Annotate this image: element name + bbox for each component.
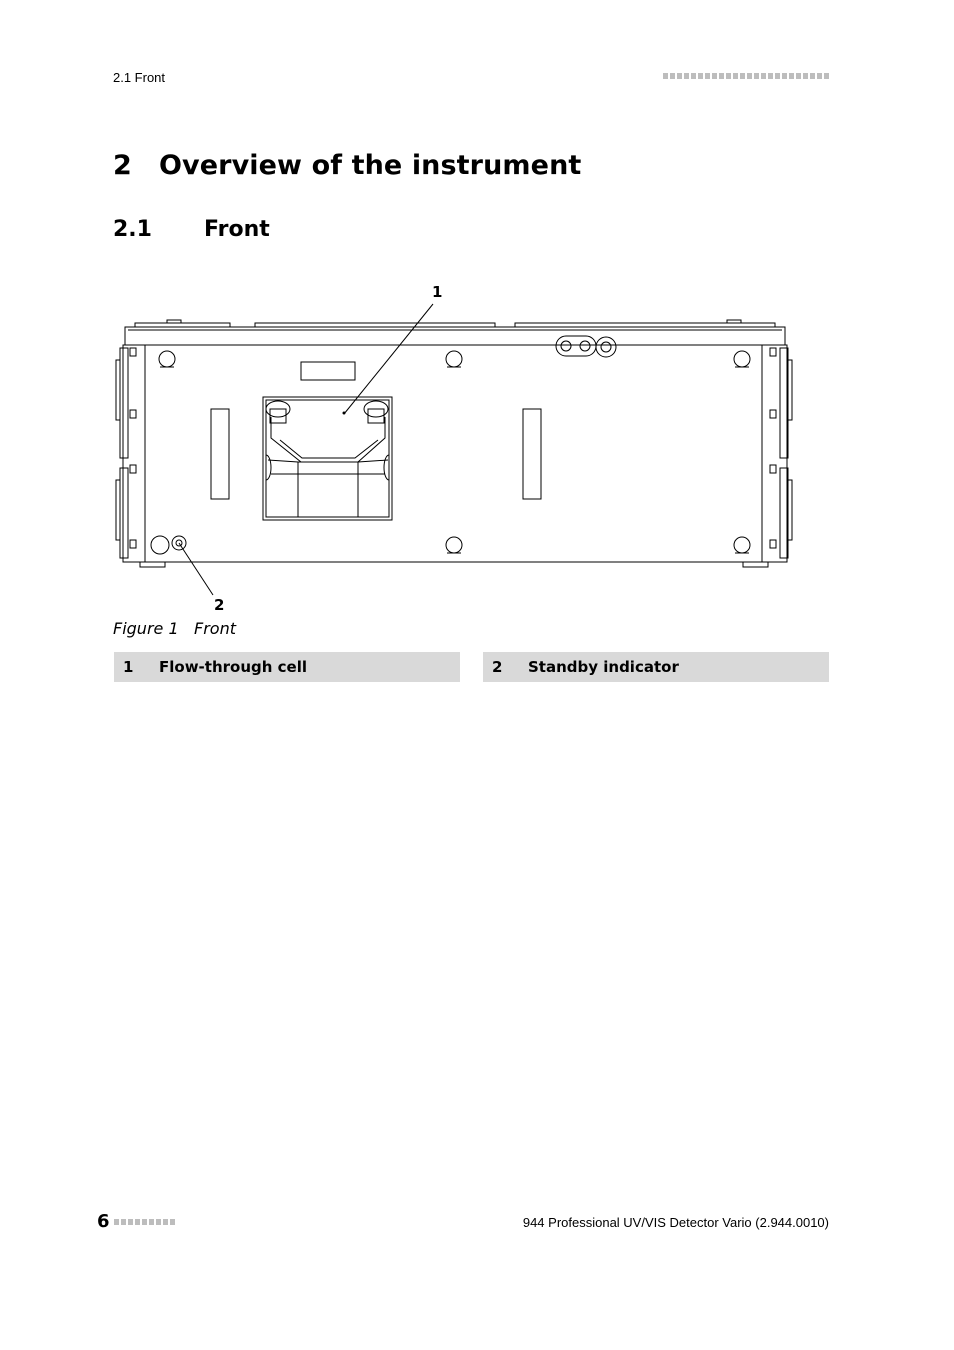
figure-caption-text: Front xyxy=(194,619,236,638)
legend-number: 1 xyxy=(123,658,134,676)
legend-item-standby-indicator xyxy=(483,652,829,682)
running-header: 2.1 Front xyxy=(113,70,166,85)
legend-label: Standby indicator xyxy=(528,658,679,676)
section-number: 2.1 xyxy=(113,217,152,242)
figure-caption xyxy=(113,619,236,638)
figure-caption-label: Figure 1 xyxy=(113,619,179,638)
instrument-front-drawing xyxy=(110,280,800,620)
section-heading xyxy=(113,217,270,242)
chapter-heading xyxy=(113,150,581,181)
header-decoration-dots xyxy=(663,73,829,79)
footer-decoration-dots xyxy=(114,1219,175,1225)
callout-2: 2 xyxy=(214,596,225,614)
document-title: 944 Professional UV/VIS Detector Vario (2.944.0010) xyxy=(522,1215,829,1230)
instrument-front-figure xyxy=(110,280,800,620)
legend-label: Flow-through cell xyxy=(159,658,307,676)
chapter-title: Overview of the instrument xyxy=(159,150,582,181)
legend-number: 2 xyxy=(492,658,503,676)
section-title: Front xyxy=(204,217,270,242)
callout-1: 1 xyxy=(432,283,443,301)
page-number: 6 xyxy=(97,1211,110,1232)
legend-item-flow-through-cell xyxy=(114,652,460,682)
chapter-number: 2 xyxy=(113,150,132,181)
